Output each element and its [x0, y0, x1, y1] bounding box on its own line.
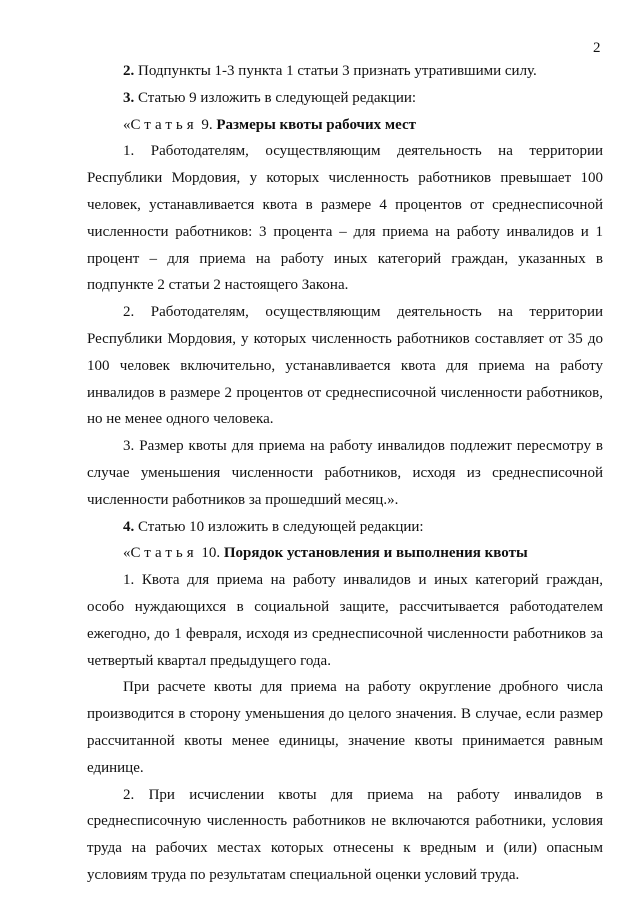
article-9-paragraph-3: 3. Размер квоты для приема на работу инвалидов подлежит пересмотру в случае уменьшения численности работников, исходя из среднесписочной численности работников за прошедший месяц.».: [87, 438, 603, 508]
item-2-number: 2.: [123, 63, 135, 79]
article-10-heading: [87, 540, 603, 567]
item-2: [87, 58, 603, 85]
page-number: 2: [593, 40, 601, 56]
article-10-word: Статья: [130, 545, 198, 562]
article-10-quote: «: [123, 545, 131, 562]
article-10-title: Порядок установления и выполнения квоты: [223, 545, 528, 562]
item-3-text: Статью 9 изложить в следующей редакции:: [134, 89, 417, 106]
item-3-number: 3.: [123, 89, 135, 106]
item-3: [87, 85, 603, 112]
article-9-quote: «: [123, 116, 131, 133]
article-9-heading: [87, 112, 603, 139]
article-9-word: Статья: [130, 116, 198, 133]
item-4-text: Статью 10 изложить в следующей редакции:: [134, 518, 424, 535]
article-9-title: Размеры квоты рабочих мест: [216, 116, 416, 133]
item-4: [87, 514, 603, 541]
article-10-number: 10.: [197, 545, 224, 562]
document-body: [87, 58, 603, 889]
item-4-number: 4.: [123, 518, 135, 535]
item-2-text: Подпункты 1-3 пункта 1 статьи 3 признать утратившими силу.: [134, 63, 537, 79]
article-9-paragraph-1: 1. Работодателям, осуществляющим деятельность на территории Республики Мордовия, у которых численность работников превышает 100 человек, устанавливается квота в размере 4 процентов от среднесписочной численности работников: 3 процента – для приема на работу инвалидов и 1 процент – для приема на работу иных категорий граждан, указанных в подпункте 2 статьи 2 настоящего Закона.: [87, 143, 603, 294]
article-10-paragraph-2: 2. При исчислении квоты для приема на работу инвалидов в среднесписочную численность работников не включаются работники, условия труда на рабочих местах которых отнесены к вредным и (или) опасным условиям труда по результатам специальной оценки условий труда.: [87, 786, 603, 883]
article-10-paragraph-1b: При расчете квоты для приема на работу округление дробного числа производится в сторону уменьшения до целого значения. В случае, если размер рассчитанной квоты менее единицы, значение квоты принимается равным единице.: [87, 679, 603, 776]
article-9-number: 9.: [197, 116, 217, 133]
article-10-paragraph-1: 1. Квота для приема на работу инвалидов и иных категорий граждан, особо нуждающихся в социальной защите, рассчитывается работодателем ежегодно, до 1 февраля, исходя из среднесписочной численности работников за четвертый квартал предыдущего года.: [87, 572, 603, 669]
article-9-paragraph-2: 2. Работодателям, осуществляющим деятельность на территории Республики Мордовия, у которых численность работников составляет от 35 до 100 человек включительно, устанавливается квота для приема на работу инвалидов в размере 2 процентов от среднесписочной численности работников, но не менее одного человека.: [87, 304, 603, 428]
